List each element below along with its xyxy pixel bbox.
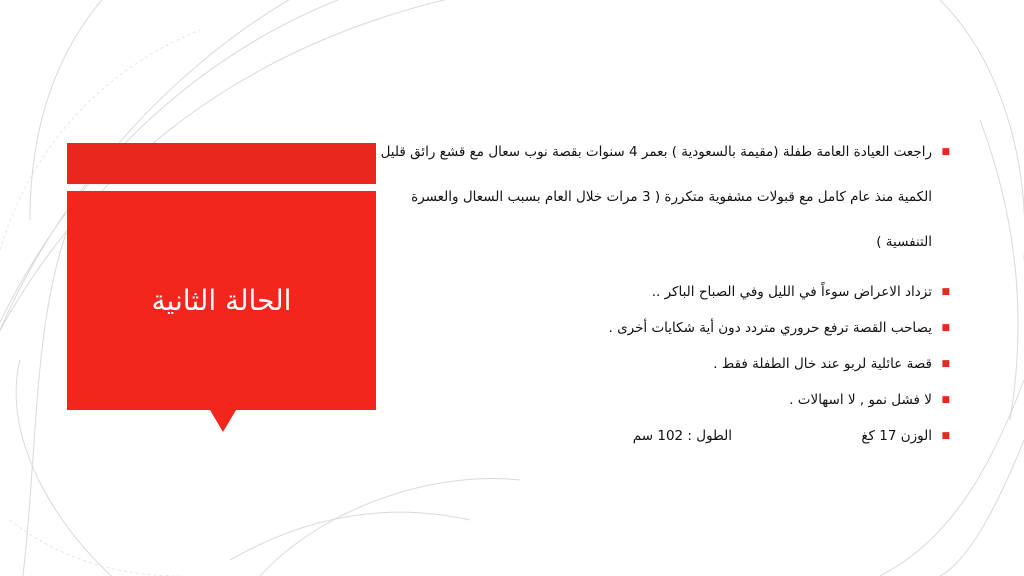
square-bullet-icon: ■ [941,147,950,157]
bullet-item [380,355,950,373]
bullet-list [380,130,950,445]
title-accent-strip [67,143,376,184]
bullet-item [380,130,950,265]
square-bullet-icon: ■ [941,359,950,369]
square-bullet-icon: ■ [941,431,950,441]
bullet-text: راجعت العيادة العامة طفلة (مقيمة بالسعودية ) بعمر 4 سنوات بقصة نوب سعال مع قشع رائق قليل الكمية منذ عام كامل مع قبولات مشفوية متكررة ( 3 مرات خلال العام بسبب السعال والعسرة التنفسية ) [380,144,932,250]
bullet-item [380,391,950,409]
slide-title: الحالة الثانية [151,284,292,317]
square-bullet-icon: ■ [941,287,950,297]
bullet-text: لا فشل نمو , لا اسهالات . [789,392,932,408]
bullet-item [380,427,950,445]
square-bullet-icon: ■ [941,395,950,405]
square-bullet-icon: ■ [941,323,950,333]
bullet-text: يصاحب القصة ترفع حروري متردد دون أية شكايات أخرى . [608,320,932,336]
weight-text: الوزن 17 كغ [861,428,932,444]
bullet-item [380,283,950,301]
bullet-text: قصة عائلية لربو عند خال الطفلة فقط . [713,356,932,372]
bullet-text: تزداد الاعراض سوءاً في الليل وفي الصباح الباكر .. [651,284,932,300]
bullet-item [380,319,950,337]
title-pointer [210,410,236,432]
height-text: الطول : 102 سم [632,428,732,444]
